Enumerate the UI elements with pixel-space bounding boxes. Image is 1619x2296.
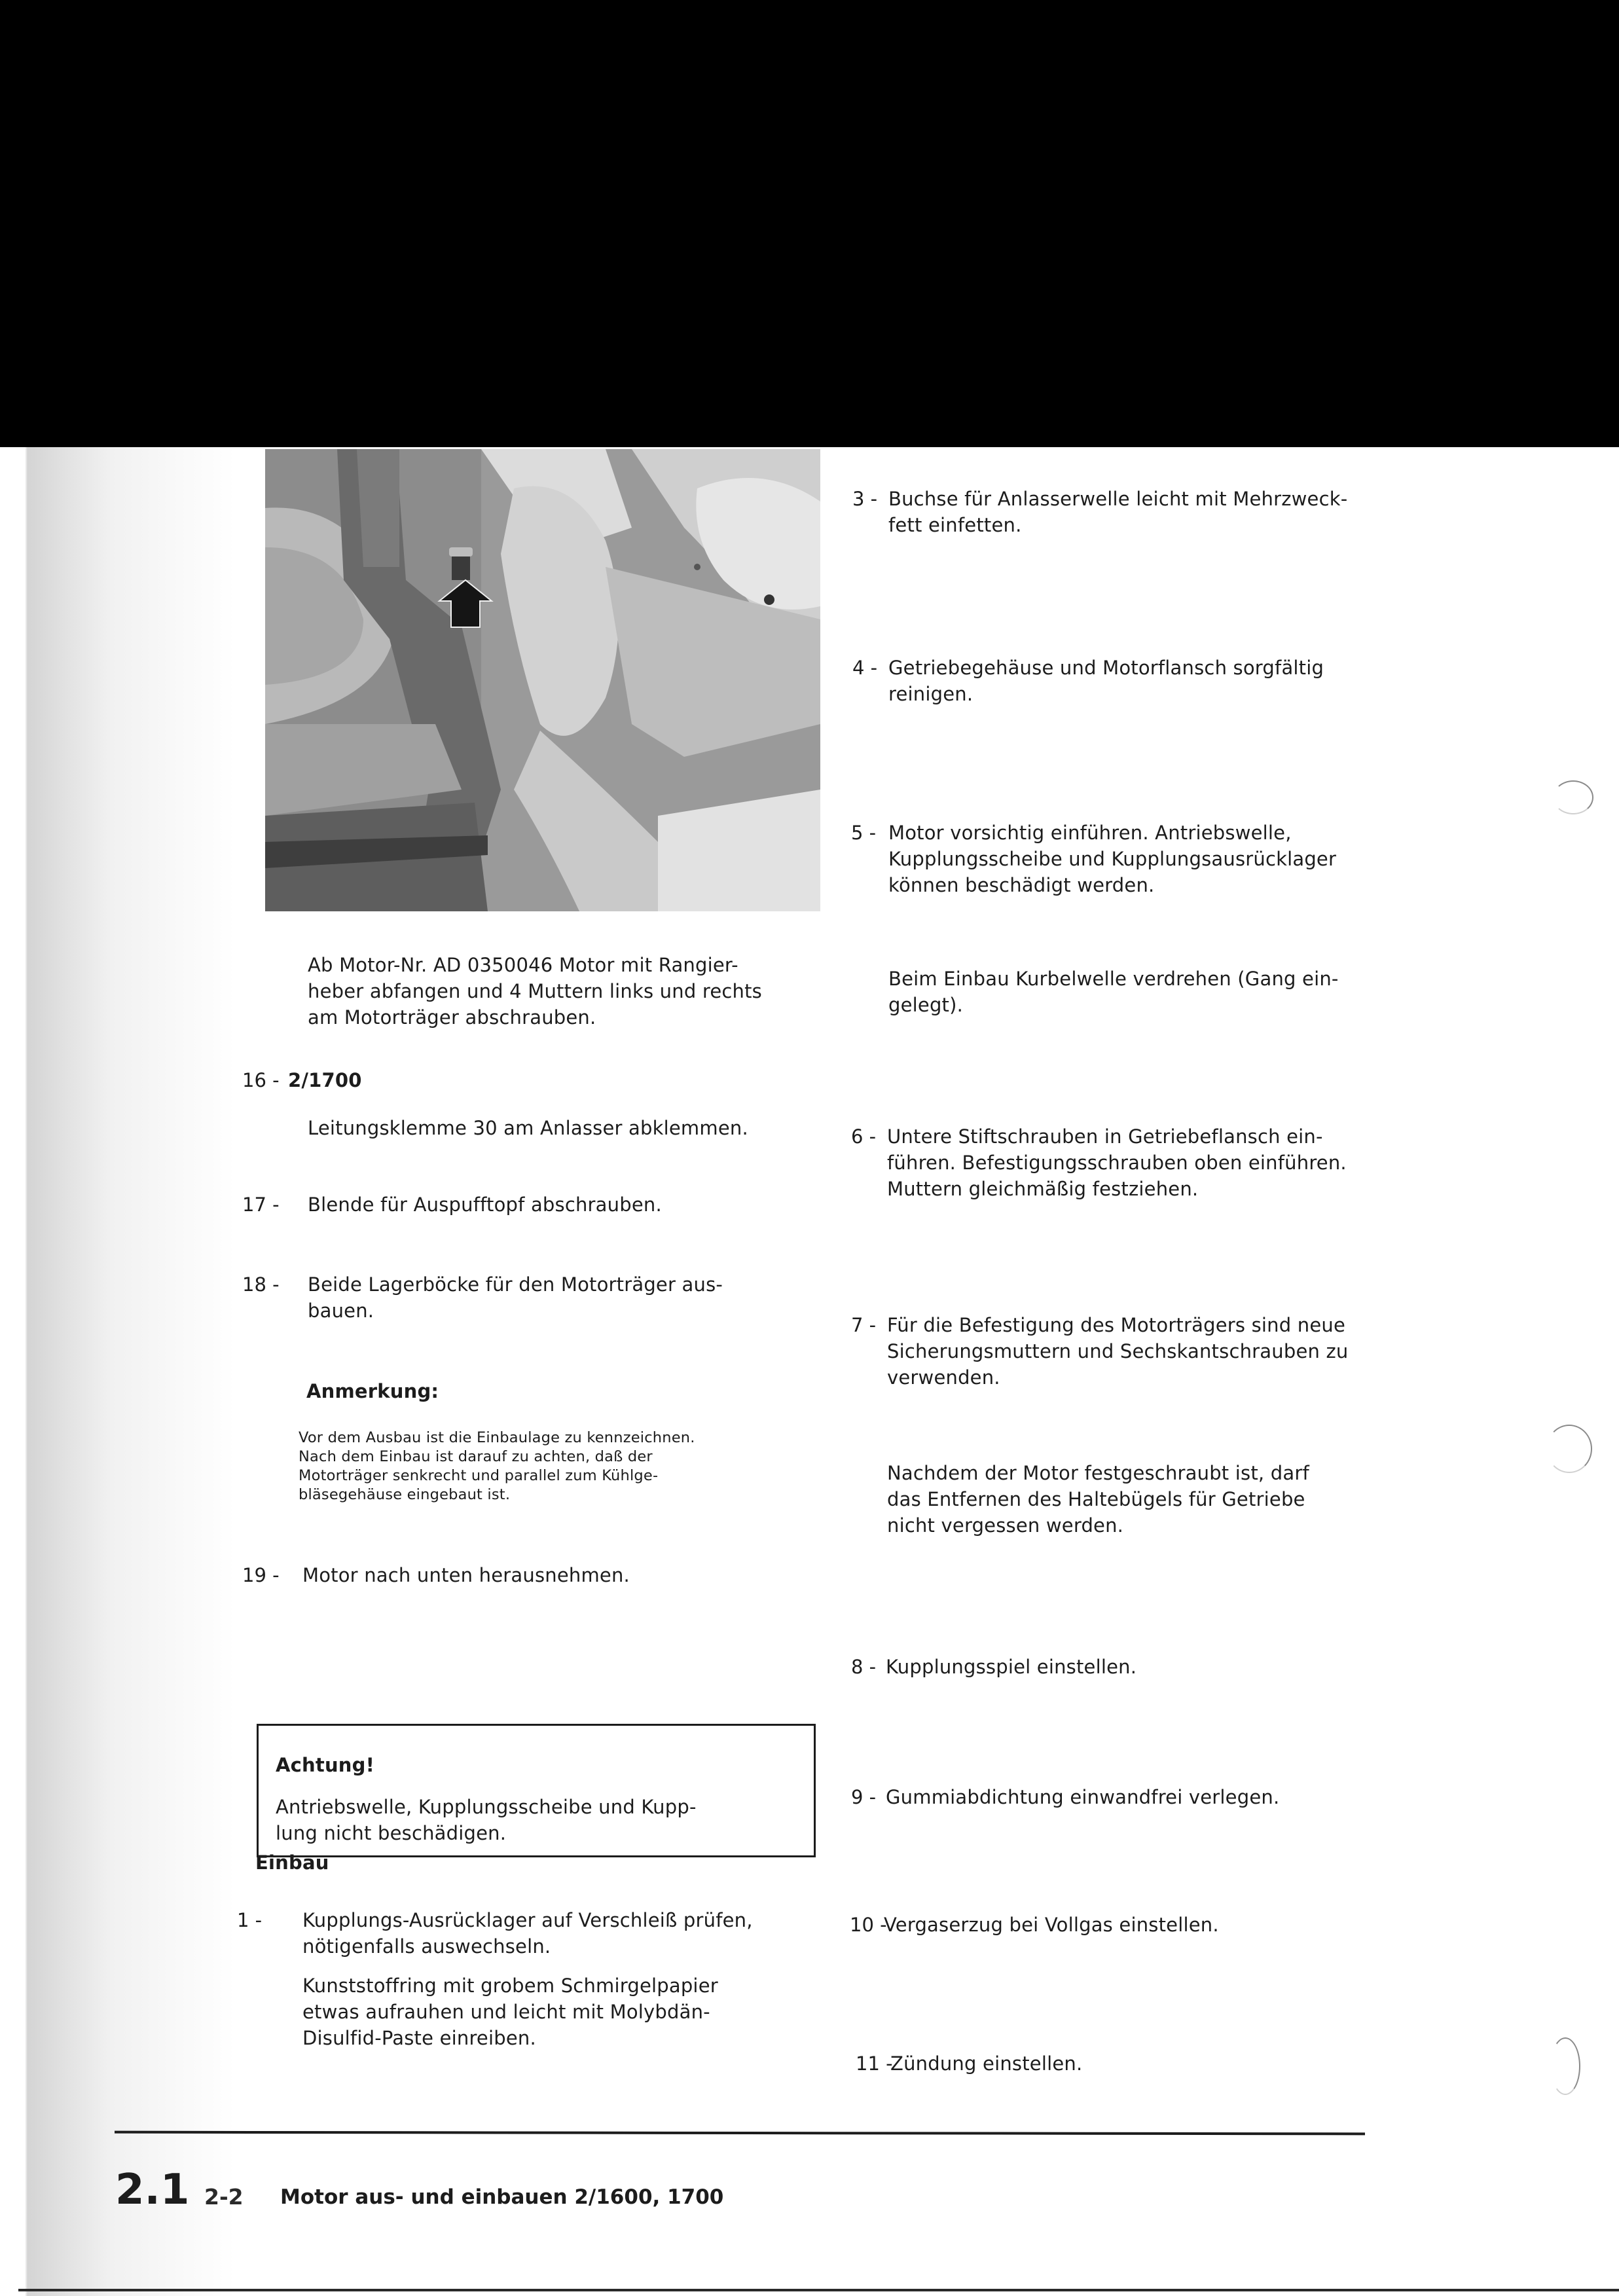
step-3-line: Buchse für Anlasserwelle leicht mit Mehrzweck- bbox=[888, 488, 1348, 510]
footer-page-number: 2-2 bbox=[204, 2184, 244, 2210]
step-5-note-line: gelegt). bbox=[888, 994, 964, 1016]
scan-black-band bbox=[0, 0, 1619, 447]
step-4-line: reinigen. bbox=[888, 683, 973, 705]
note-line: Nach dem Einbau ist darauf zu achten, daß der bbox=[299, 1448, 653, 1465]
step-1-text bbox=[302, 1907, 825, 1959]
step-9-text: Gummiabdichtung einwandfrei verlegen. bbox=[886, 1786, 1280, 1808]
step-7-number: 7 - bbox=[851, 1314, 877, 1336]
step-10-number: 10 - bbox=[850, 1914, 887, 1936]
step-16-text: Leitungsklemme 30 am Anlasser abklemmen. bbox=[308, 1117, 748, 1139]
page-bottom-edge bbox=[18, 2289, 1619, 2291]
step-19-text: Motor nach unten herausnehmen. bbox=[302, 1564, 630, 1586]
warning-text bbox=[276, 1794, 773, 1846]
note-line: Motorträger senkrecht und parallel zum Kühlge- bbox=[299, 1467, 659, 1484]
punch-hole bbox=[1550, 2037, 1580, 2095]
step-17-number: 17 - bbox=[242, 1194, 280, 1216]
step-1-line: nötigenfalls auswechseln. bbox=[302, 1935, 551, 1958]
punch-hole bbox=[1553, 780, 1593, 814]
step-6-line: Muttern gleichmäßig festziehen. bbox=[887, 1178, 1199, 1200]
intro-line: Ab Motor-Nr. AD 0350046 Motor mit Rangier- bbox=[308, 954, 738, 976]
step-19-number: 19 - bbox=[242, 1564, 280, 1586]
step-6-text bbox=[887, 1123, 1462, 1202]
step-6-line: führen. Befestigungsschrauben oben einführen. bbox=[887, 1152, 1347, 1174]
step-16-title: 2/1700 bbox=[288, 1069, 362, 1091]
step-6-line: Untere Stiftschrauben in Getriebeflansch ein- bbox=[887, 1125, 1323, 1148]
step-11-number: 11 - bbox=[856, 2052, 893, 2075]
step-5-line: können beschädigt werden. bbox=[888, 874, 1155, 896]
step-10-text: Vergaserzug bei Vollgas einstellen. bbox=[884, 1914, 1219, 1936]
note-line: Vor dem Ausbau ist die Einbaulage zu kennzeichnen. bbox=[299, 1429, 695, 1446]
engine-photo-drawing bbox=[265, 449, 820, 911]
step-3-line: fett einfetten. bbox=[888, 514, 1022, 536]
step-17-text: Blende für Auspufftopf abschrauben. bbox=[308, 1194, 662, 1216]
warning-title: Achtung! bbox=[276, 1754, 375, 1776]
note-text bbox=[299, 1429, 822, 1504]
step-7-line: verwenden. bbox=[887, 1366, 1000, 1389]
note-title: Anmerkung: bbox=[306, 1380, 439, 1402]
warning-box bbox=[257, 1724, 816, 1857]
step-7-note-line: nicht vergessen werden. bbox=[887, 1514, 1124, 1537]
step-16-number: 16 - bbox=[242, 1069, 280, 1091]
step-5-line: Kupplungsscheibe und Kupplungsausrücklager bbox=[888, 848, 1337, 870]
step-5-note-line: Beim Einbau Kurbelwelle verdrehen (Gang ein- bbox=[888, 968, 1339, 990]
punch-hole bbox=[1546, 1425, 1592, 1473]
step-18-number: 18 - bbox=[242, 1273, 280, 1296]
step-7-note-line: das Entfernen des Haltebügels für Getriebe bbox=[887, 1488, 1305, 1510]
step-7-note bbox=[887, 1460, 1462, 1539]
intro-line: am Motorträger abschrauben. bbox=[308, 1006, 596, 1029]
step-9-number: 9 - bbox=[851, 1786, 877, 1808]
step-1-line: Kupplungs-Ausrücklager auf Verschleiß prüfen, bbox=[302, 1909, 753, 1931]
step-6-number: 6 - bbox=[851, 1125, 877, 1148]
step-7-text bbox=[887, 1312, 1462, 1391]
intro-paragraph bbox=[308, 952, 825, 1030]
step-1-number: 1 - bbox=[237, 1909, 263, 1931]
step-18-line: Beide Lagerböcke für den Motorträger aus- bbox=[308, 1273, 723, 1296]
step-7-line: Sicherungsmuttern und Sechskantschrauben zu bbox=[887, 1340, 1349, 1362]
intro-line: heber abfangen und 4 Muttern links und rechts bbox=[308, 980, 762, 1002]
step-3-number: 3 - bbox=[852, 488, 878, 510]
step-4-line: Getriebegehäuse und Motorflansch sorgfältig bbox=[888, 657, 1324, 679]
step-1-extra bbox=[302, 1973, 825, 2051]
section-title-einbau: Einbau bbox=[255, 1851, 329, 1874]
step-4-number: 4 - bbox=[852, 657, 878, 679]
step-18-line: bauen. bbox=[308, 1300, 374, 1322]
step-4-text bbox=[888, 655, 1462, 707]
warning-line: lung nicht beschädigen. bbox=[276, 1822, 507, 1844]
step-8-number: 8 - bbox=[851, 1656, 877, 1678]
step-1-extra-line: Disulfid-Paste einreiben. bbox=[302, 2027, 536, 2049]
step-5-text bbox=[888, 820, 1462, 898]
step-5-number: 5 - bbox=[851, 822, 877, 844]
step-18-text bbox=[308, 1271, 825, 1324]
step-1-extra-line: etwas aufrauhen und leicht mit Molybdän- bbox=[302, 2001, 710, 2023]
note-line: bläsegehäuse eingebaut ist. bbox=[299, 1486, 511, 1503]
footer-section-number: 2.1 bbox=[115, 2166, 190, 2214]
step-7-note-line: Nachdem der Motor festgeschraubt ist, darf bbox=[887, 1462, 1309, 1484]
step-3-text bbox=[888, 486, 1462, 538]
step-1-extra-line: Kunststoffring mit grobem Schmirgelpapier bbox=[302, 1975, 718, 1997]
step-5-note bbox=[888, 966, 1462, 1018]
step-11-text: Zündung einstellen. bbox=[890, 2052, 1083, 2075]
footer-title: Motor aus- und einbauen 2/1600, 1700 bbox=[280, 2185, 724, 2209]
step-5-line: Motor vorsichtig einführen. Antriebswelle, bbox=[888, 822, 1292, 844]
warning-line: Antriebswelle, Kupplungsscheibe und Kupp- bbox=[276, 1796, 697, 1818]
engine-mount-photo bbox=[265, 449, 820, 911]
step-8-text: Kupplungsspiel einstellen. bbox=[886, 1656, 1137, 1678]
step-7-line: Für die Befestigung des Motorträgers sind neue bbox=[887, 1314, 1346, 1336]
